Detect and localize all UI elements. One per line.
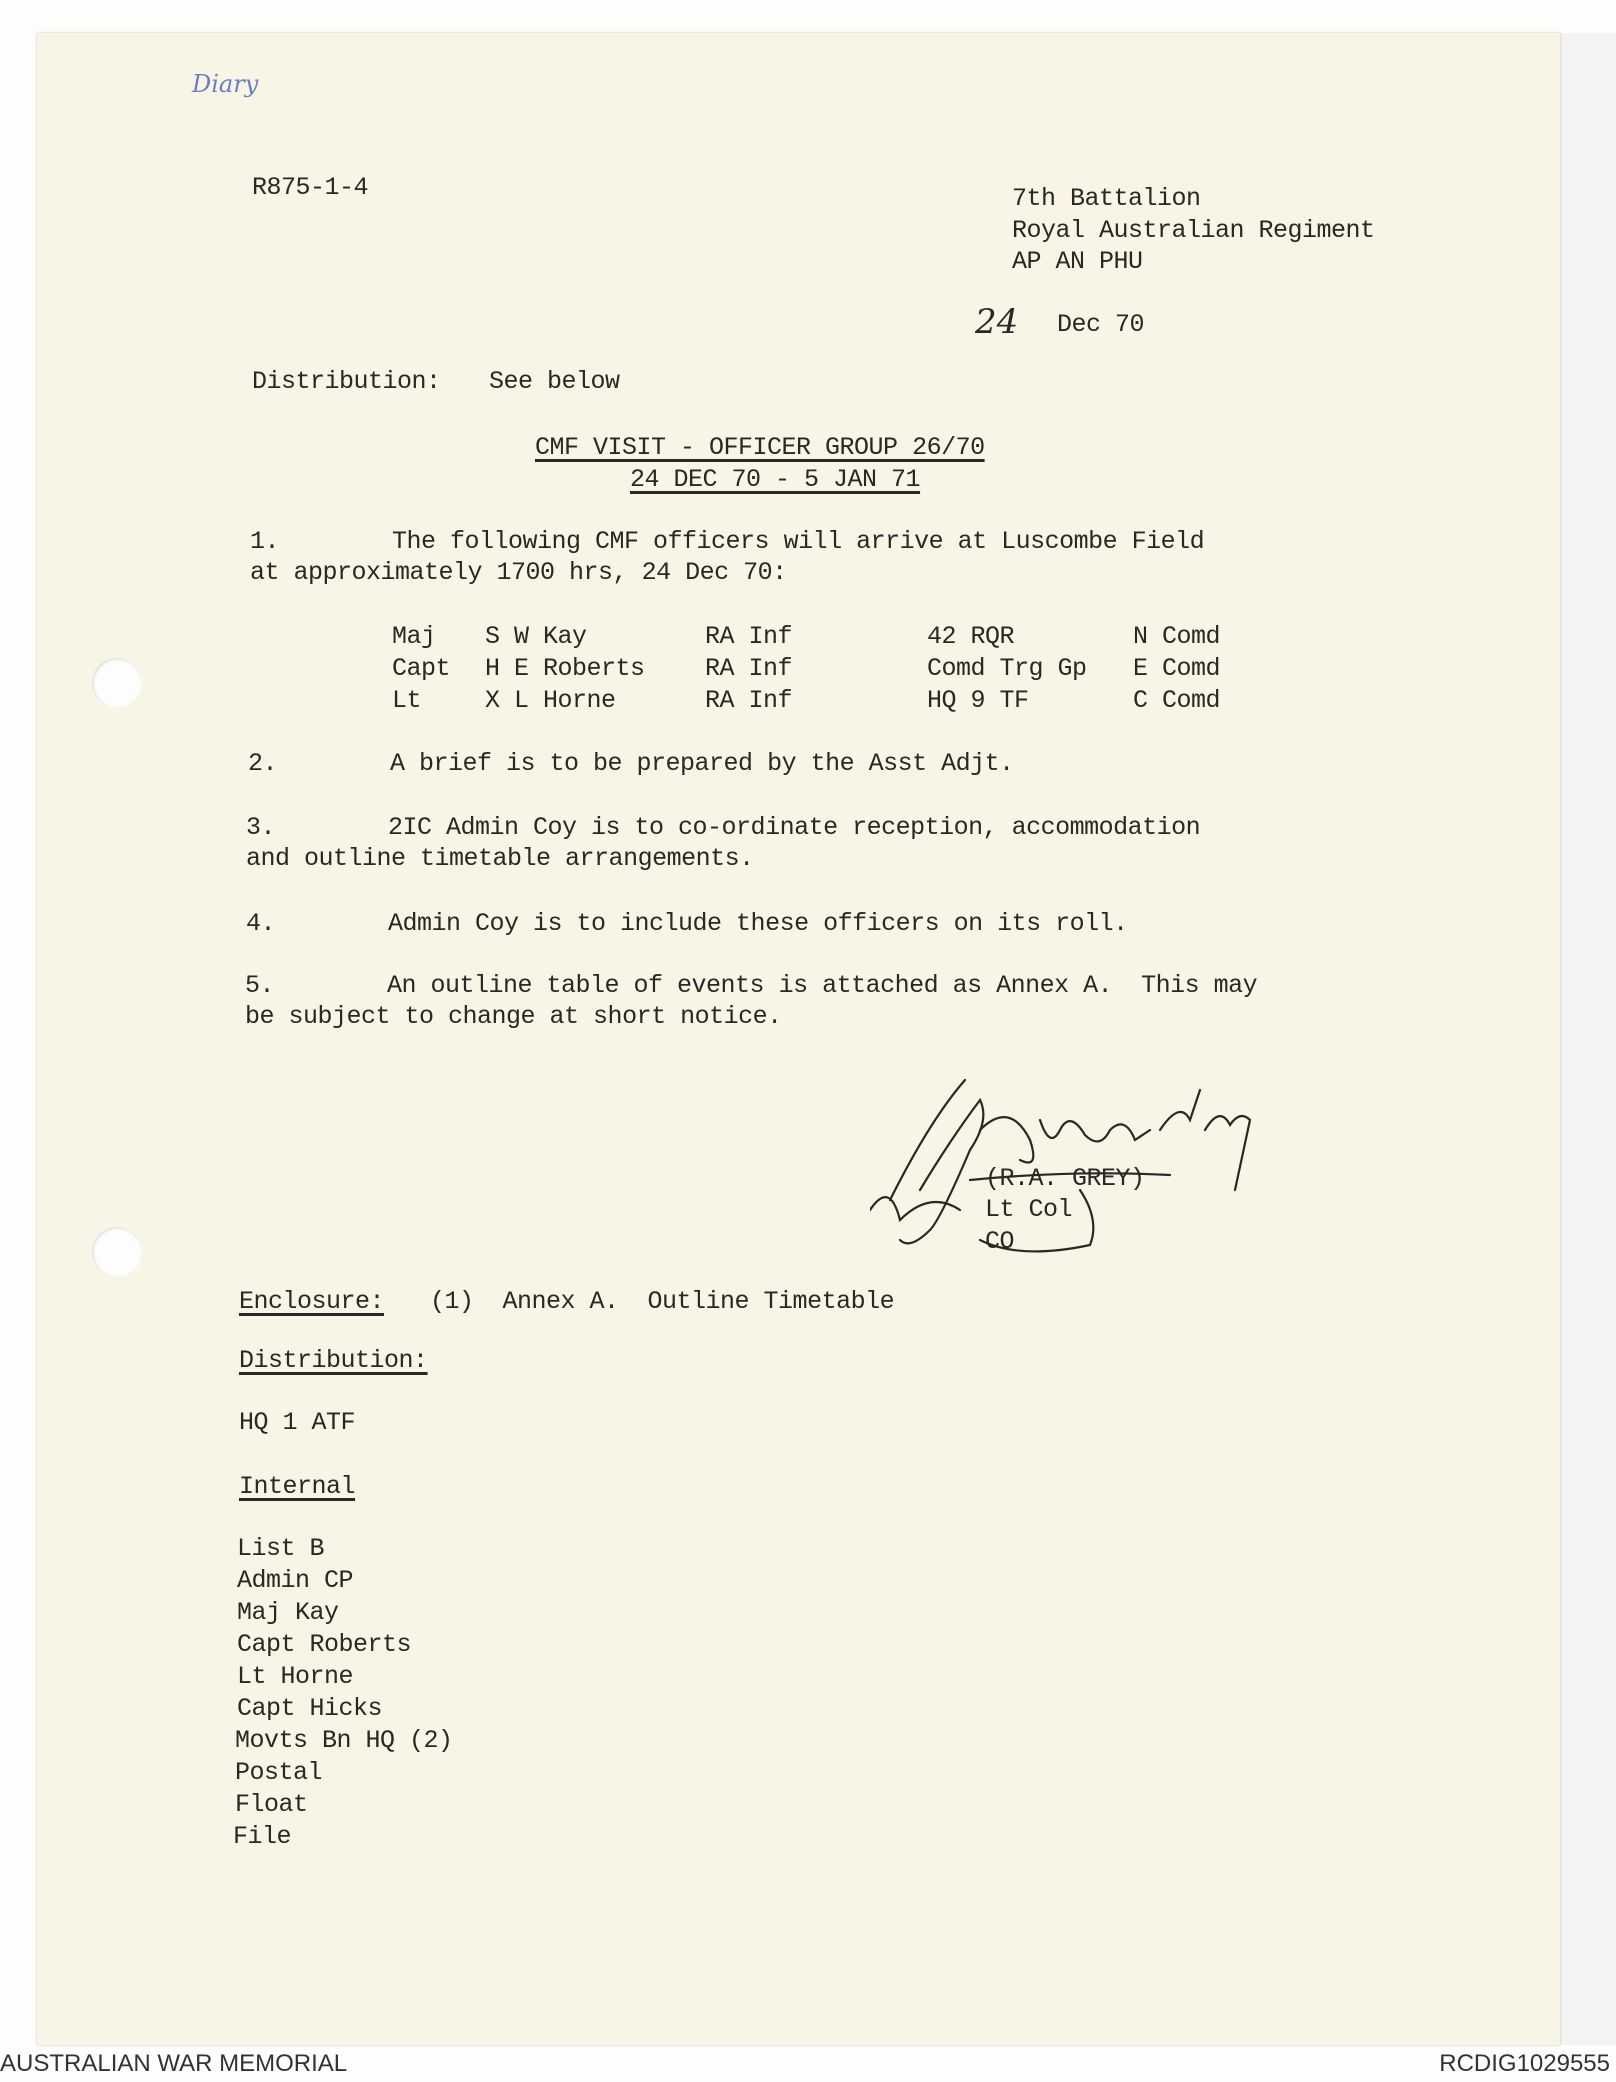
rank: Capt bbox=[392, 654, 451, 683]
corps: RA Inf bbox=[705, 622, 793, 651]
handwritten-day: 24 bbox=[975, 302, 1019, 342]
punch-hole bbox=[92, 1227, 142, 1277]
unit-line: AP AN PHU bbox=[1012, 247, 1143, 276]
punch-hole bbox=[92, 658, 142, 708]
distribution-heading: Distribution: bbox=[239, 1346, 428, 1375]
list-item: Lt Horne bbox=[237, 1662, 354, 1691]
officer-name: X L Horne bbox=[485, 686, 616, 715]
para-text: at approximately 1700 hrs, 24 Dec 70: bbox=[250, 558, 787, 587]
unit: Comd Trg Gp bbox=[927, 654, 1087, 683]
footer-catalogue-id: RCDIG1029555 bbox=[1439, 2050, 1610, 2077]
distribution-value: See below bbox=[489, 367, 620, 396]
list-item: Postal bbox=[235, 1758, 323, 1787]
internal-heading: Internal bbox=[239, 1472, 356, 1501]
command: E Comd bbox=[1133, 654, 1221, 683]
handwritten-annotation: Diary bbox=[192, 70, 259, 98]
unit: HQ 9 TF bbox=[927, 686, 1029, 715]
rank: Lt bbox=[392, 686, 422, 715]
officer-name: H E Roberts bbox=[485, 654, 645, 683]
officer-name: S W Kay bbox=[485, 622, 587, 651]
list-item: Float bbox=[235, 1790, 308, 1819]
para-number: 3. bbox=[246, 813, 276, 842]
para-text: An outline table of events is attached as Annex A. This may bbox=[387, 971, 1258, 1000]
enclosure-label: Enclosure: bbox=[239, 1287, 385, 1316]
reference-number: R875-1-4 bbox=[252, 173, 369, 202]
rank: Maj bbox=[392, 622, 436, 651]
para-text: A brief is to be prepared by the Asst Adjt. bbox=[390, 749, 1014, 778]
list-item: List B bbox=[237, 1534, 325, 1563]
enclosure-value: (1) Annex A. Outline Timetable bbox=[430, 1287, 895, 1316]
para-number: 5. bbox=[245, 971, 275, 1000]
list-item: Movts Bn HQ (2) bbox=[235, 1726, 453, 1755]
unit: 42 RQR bbox=[927, 622, 1015, 651]
signatory-rank: Lt Col bbox=[985, 1195, 1073, 1224]
corps: RA Inf bbox=[705, 654, 793, 683]
corps: RA Inf bbox=[705, 686, 793, 715]
distribution-external: HQ 1 ATF bbox=[239, 1408, 356, 1437]
unit-line: 7th Battalion bbox=[1012, 184, 1201, 213]
signatory-appointment: CO bbox=[985, 1227, 1015, 1256]
list-item: File bbox=[233, 1822, 292, 1851]
handwritten-signature bbox=[870, 1060, 1350, 1260]
date: Dec 70 bbox=[1057, 310, 1145, 339]
para-text: 2IC Admin Coy is to co-ordinate reception, accommodation bbox=[388, 813, 1201, 842]
unit-line: Royal Australian Regiment bbox=[1012, 216, 1375, 245]
list-item: Maj Kay bbox=[237, 1598, 339, 1627]
distribution-label: Distribution: bbox=[252, 367, 441, 396]
command: C Comd bbox=[1133, 686, 1221, 715]
para-text: Admin Coy is to include these officers on its roll. bbox=[388, 909, 1128, 938]
command: N Comd bbox=[1133, 622, 1221, 651]
list-item: Admin CP bbox=[237, 1566, 354, 1595]
list-item: Capt Hicks bbox=[237, 1694, 383, 1723]
list-item: Capt Roberts bbox=[237, 1630, 412, 1659]
para-text: The following CMF officers will arrive at Luscombe Field bbox=[392, 527, 1205, 556]
document-title: CMF VISIT - OFFICER GROUP 26/70 bbox=[535, 433, 985, 462]
para-text: and outline timetable arrangements. bbox=[246, 844, 754, 873]
para-number: 2. bbox=[248, 749, 278, 778]
para-number: 1. bbox=[250, 527, 280, 556]
document-dates: 24 DEC 70 - 5 JAN 71 bbox=[630, 465, 921, 494]
scan-edge bbox=[1560, 33, 1616, 2045]
footer-institution: AUSTRALIAN WAR MEMORIAL bbox=[0, 2050, 348, 2077]
signatory-name: (R.A. GREY) bbox=[985, 1164, 1145, 1193]
para-text: be subject to change at short notice. bbox=[245, 1002, 782, 1031]
para-number: 4. bbox=[246, 909, 276, 938]
